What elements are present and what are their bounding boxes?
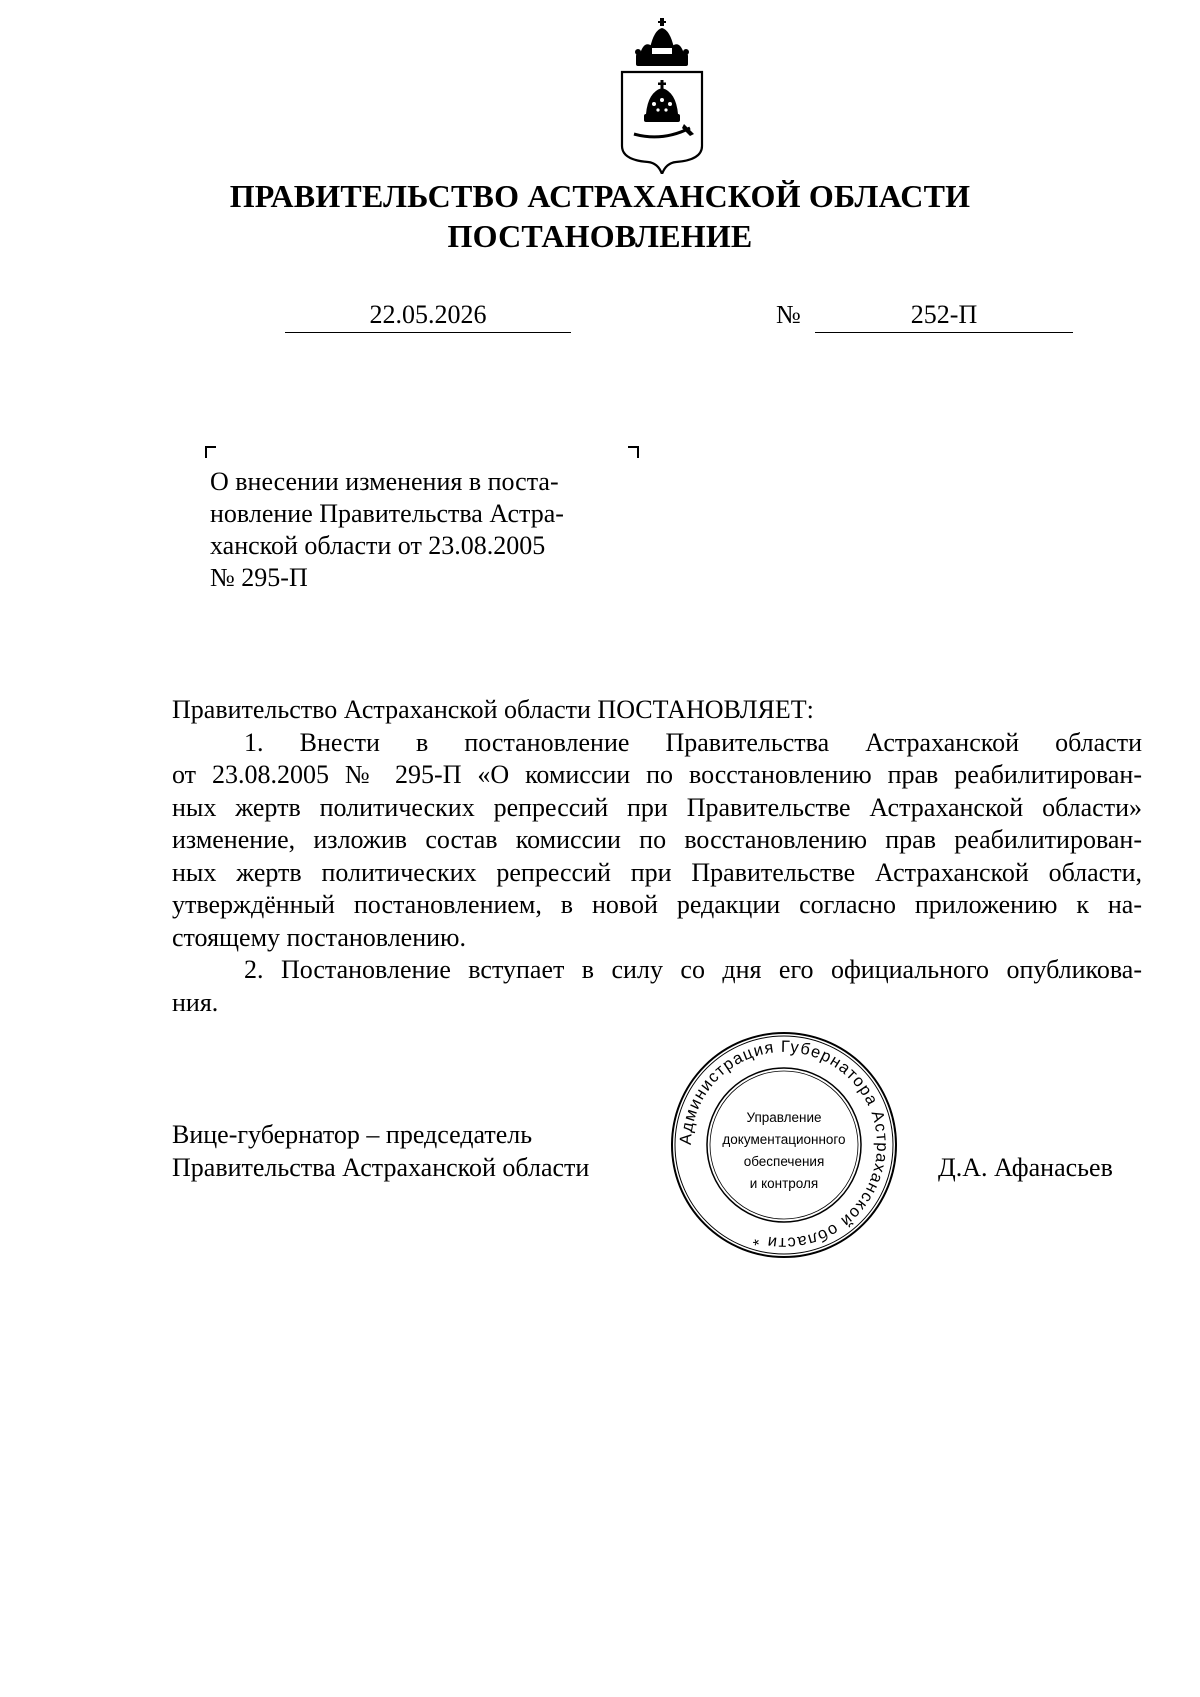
item-2-line: 2. Постановление вступает в силу со дня его официального опубликова- <box>244 955 1142 984</box>
subject-line: О внесении изменения в поста- <box>210 467 559 496</box>
subject-line: ханской области от 23.08.2005 <box>210 531 546 560</box>
signer-name: Д.А. Афанасьев <box>938 1153 1113 1182</box>
subject-corner-left <box>205 446 216 458</box>
item-1-line: 1. Внести в постановление Правительства Астраханской области <box>244 727 1142 757</box>
item-1-line: утверждённый постановлением, в новой редакции согласно приложению к на- <box>172 890 1142 919</box>
stamp-center-line: документационного <box>722 1132 846 1147</box>
item-1-line: изменение, изложив состав комиссии по восстановлению прав реабилитирован- <box>172 825 1142 854</box>
resolution-body <box>172 694 1142 1019</box>
stamp-ring-text: Администрация Губернатора Астраханской области * <box>676 1037 892 1253</box>
document-number: 252-П <box>815 298 1073 333</box>
item-1-line: ных жертв политических репрессий при Правительстве Астраханской области» <box>172 792 1142 822</box>
signer-position <box>172 1118 589 1184</box>
document-subject <box>210 466 610 594</box>
number-sign: № <box>776 300 801 329</box>
signer-position-line: Правительства Астраханской области <box>172 1153 590 1182</box>
stamp-center-line: и контроля <box>749 1176 819 1191</box>
stamp-center-line: Управление <box>746 1110 822 1125</box>
item-1-line: стоящему постановлению. <box>172 922 466 952</box>
item-1-line: ных жертв политических репрессий при Правительстве Астраханской области, <box>172 857 1142 887</box>
organization-name: ПРАВИТЕЛЬСТВО АСТРАХАНСКОЙ ОБЛАСТИ <box>229 178 971 214</box>
item-2-line: ния. <box>172 987 219 1017</box>
preamble: Правительство Астраханской области ПОСТАНОВЛЯЕТ: <box>172 695 814 724</box>
item-1-line: от 23.08.2005 № 295-П «О комиссии по восстановлению прав реабилитирован- <box>172 760 1142 789</box>
document-type-title: ПОСТАНОВЛЕНИЕ <box>447 218 753 254</box>
official-stamp <box>669 1030 899 1260</box>
subject-corner-right <box>628 446 639 458</box>
document-date: 22.05.2026 <box>285 298 571 333</box>
stamp-center-line: обеспечения <box>743 1154 825 1169</box>
subject-line: № 295-П <box>210 563 308 592</box>
signer-position-line: Вице-губернатор – председатель <box>172 1120 533 1149</box>
coat-of-arms-icon <box>614 18 710 174</box>
subject-line: новление Правительства Астра- <box>210 499 564 528</box>
